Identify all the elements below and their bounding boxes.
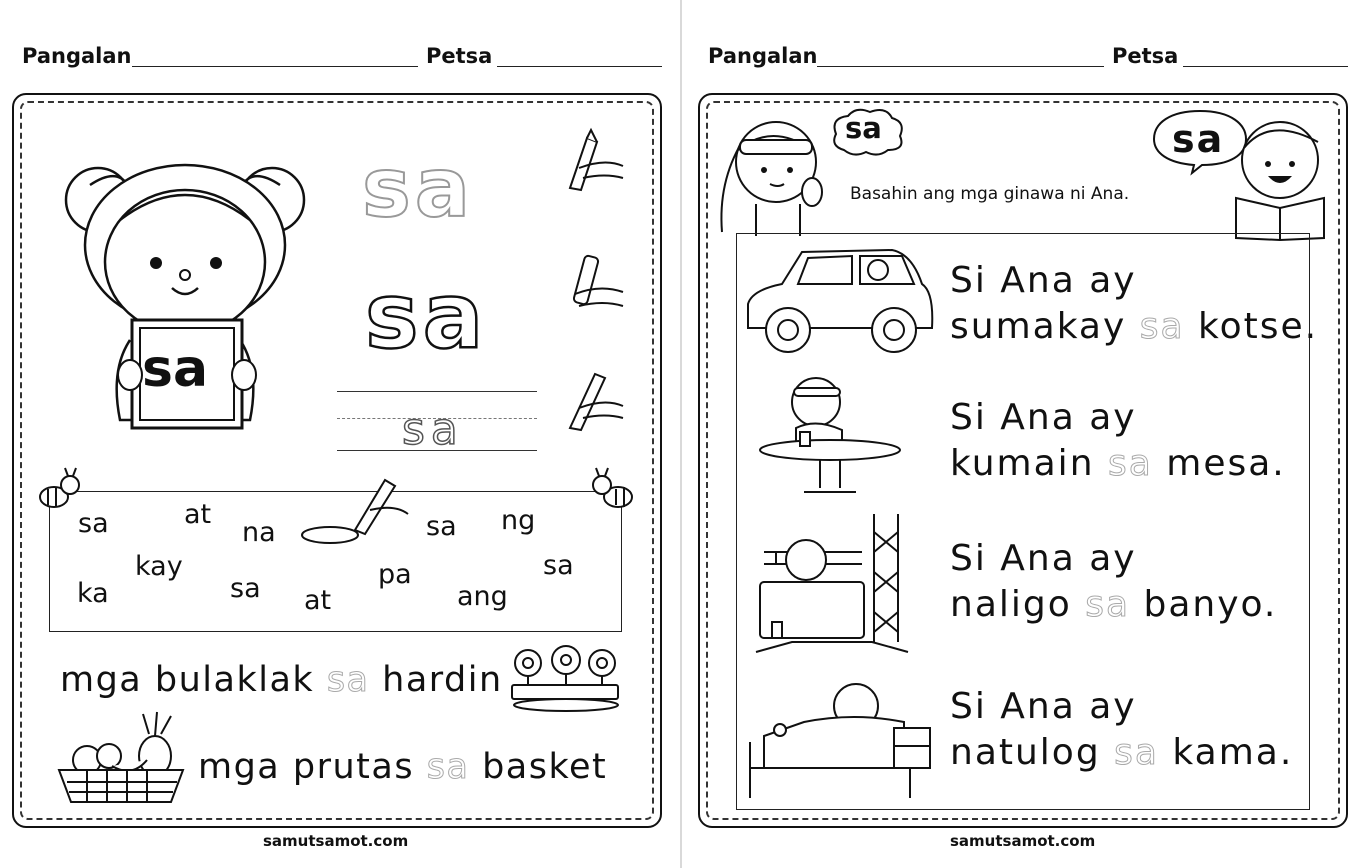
word-item: sa: [78, 508, 109, 539]
word-item: at: [184, 499, 212, 530]
sentence-1: Si Ana ay sumakay sa kotse.: [950, 260, 1319, 347]
word-item: ka: [77, 578, 109, 609]
bee-icon: [588, 465, 638, 515]
page-divider: [680, 0, 682, 868]
trace-syllable: sa: [1114, 732, 1159, 773]
word-item: ang: [457, 581, 508, 612]
hand-pencil-icon: [565, 368, 625, 433]
sentence-2: Si Ana ay kumain sa mesa.: [950, 397, 1286, 484]
circle-pencil-icon: [300, 470, 410, 550]
trace-syllable: sa: [326, 660, 370, 700]
date-field[interactable]: [497, 66, 662, 67]
girl-sleeping-illustration: [744, 672, 934, 800]
name-label: Pangalan: [708, 44, 818, 68]
word-item: sa: [426, 511, 457, 542]
writing-line-top: [337, 391, 537, 392]
footer-website[interactable]: samutsamot.com: [950, 832, 1096, 850]
trace-syllable: sa: [426, 747, 470, 787]
girl-eating-illustration: [756, 368, 904, 496]
sign-syllable: sa: [142, 339, 209, 399]
trace-syllable: sa: [1107, 443, 1153, 484]
hand-crayon-icon: [565, 250, 625, 320]
trace-syllable: sa: [1139, 306, 1185, 347]
girl-bathing-illustration: [752, 512, 912, 664]
word-item: pa: [378, 559, 412, 590]
fruit-basket-illustration: [57, 708, 187, 806]
flower-garden-illustration: [508, 645, 623, 713]
dotted-syllable: sa: [402, 404, 464, 455]
name-label: Pangalan: [22, 44, 132, 68]
word-item: ng: [501, 505, 536, 536]
word-item: na: [242, 517, 276, 548]
trace-syllable: sa: [1085, 584, 1131, 625]
bee-icon: [34, 465, 84, 515]
word-item: kay: [135, 551, 183, 582]
word-item: sa: [543, 550, 574, 581]
word-item: sa: [230, 573, 261, 604]
bubble-syllable: sa: [845, 111, 882, 145]
name-field[interactable]: [817, 66, 1104, 67]
sentence-4: Si Ana ay natulog sa kama.: [950, 686, 1294, 773]
date-field[interactable]: [1183, 66, 1348, 67]
instruction: Basahin ang mga ginawa ni Ana.: [850, 184, 1130, 204]
name-field[interactable]: [132, 66, 418, 67]
phrase-flowers: mga bulaklak sa hardin: [60, 660, 503, 700]
reading-boy-illustration: [1230, 112, 1330, 240]
outline-syllable: sa: [365, 264, 488, 369]
sentence-3: Si Ana ay naligo sa banyo.: [950, 538, 1278, 625]
date-label: Petsa: [426, 44, 493, 68]
thinking-girl-illustration: [712, 112, 830, 236]
trace-syllable-arrows: sa: [362, 141, 475, 236]
bubble-syllable: sa: [1172, 117, 1225, 161]
footer-website[interactable]: samutsamot.com: [263, 832, 409, 850]
hand-pencil-icon: [565, 128, 625, 193]
date-label: Petsa: [1112, 44, 1179, 68]
word-item: at: [304, 585, 332, 616]
phrase-fruits: mga prutas sa basket: [198, 747, 608, 787]
car-illustration: [742, 244, 937, 358]
